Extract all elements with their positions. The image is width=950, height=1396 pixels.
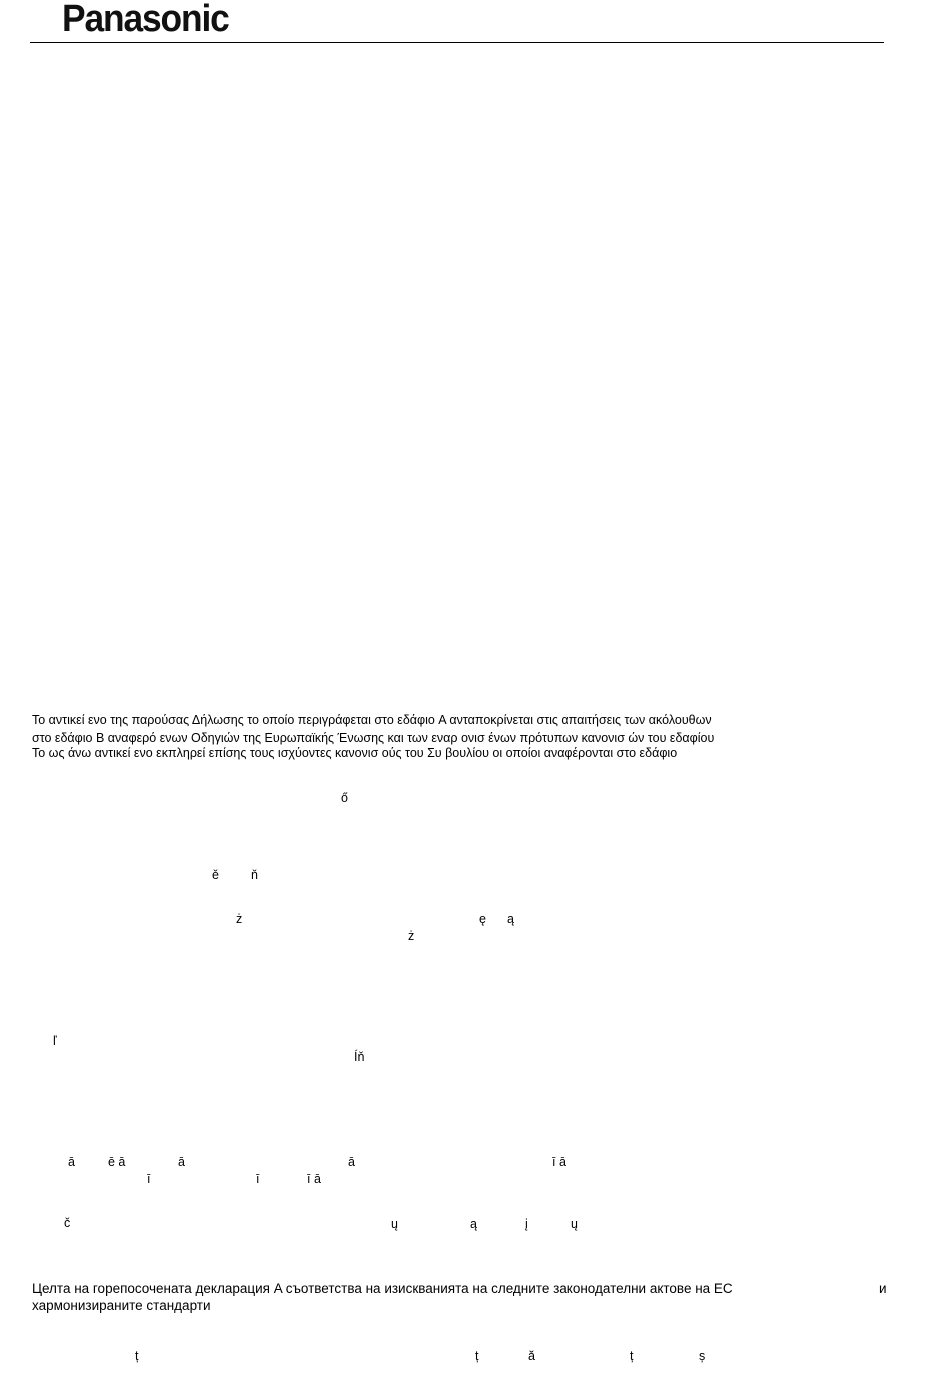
stray-glyph: č (64, 1216, 71, 1230)
stray-glyph: ș (699, 1349, 706, 1363)
header-divider (30, 42, 884, 43)
stray-glyph: ā (68, 1155, 75, 1169)
stray-glyph: ų (571, 1217, 578, 1231)
stray-glyph: ē ā (108, 1155, 126, 1169)
stray-glyph: ő (341, 791, 348, 805)
bulgarian-paragraph-line-2: хармонизираните стандарти (32, 1298, 211, 1313)
greek-paragraph-line-3: Το ως άνω αντικεί ενο εκπληρεί επίσης τους ισχύοντες κανονισ ούς του Συ βουλίου οι οποίοι αναφέρονται στο εδάφιο (32, 746, 678, 760)
stray-glyph: ľ (53, 1034, 57, 1048)
stray-glyph: ā (348, 1155, 355, 1169)
stray-glyph: ň (251, 868, 258, 882)
stray-glyph: ț (630, 1349, 634, 1363)
stray-glyph: ě (212, 868, 219, 882)
bulgarian-paragraph-line-1: Целта на горепосочената декларация A съответства на изискванията на следните законодателни актове на ЕС (32, 1281, 733, 1296)
stray-glyph: Íň (354, 1050, 365, 1064)
stray-glyph: ą (507, 912, 514, 926)
stray-glyph: ż (408, 929, 415, 943)
panasonic-logo: Panasonic (62, 0, 229, 40)
stray-glyph: ī ā (552, 1155, 566, 1169)
stray-glyph: ī ā (307, 1172, 321, 1186)
stray-glyph: į (525, 1217, 528, 1231)
stray-glyph: ī (147, 1172, 151, 1186)
stray-glyph: ą (470, 1217, 477, 1231)
stray-glyph: ę (479, 912, 486, 926)
stray-glyph: ī (256, 1172, 260, 1186)
greek-paragraph-line-2: στο εδάφιο B αναφερό ενων Οδηγιών της Ευρωπαϊκής Ένωσης και των εναρ ονισ ένων πρότυπων κανονισ ών του εδαφίου (32, 731, 715, 745)
stray-glyph: ż (236, 912, 243, 926)
stray-glyph: ă (528, 1349, 535, 1363)
greek-paragraph-line-1: Το αντικεί ενο της παρούσας Δήλωσης το οποίο περιγράφεται στο εδάφιο A ανταποκρίνεται στις απαιτήσεις των ακόλουθων (32, 713, 712, 727)
stray-glyph: ț (475, 1349, 479, 1363)
stray-glyph: ā (178, 1155, 185, 1169)
bulgarian-paragraph-line-1-end: и (879, 1281, 887, 1296)
stray-glyph: ų (391, 1217, 398, 1231)
stray-glyph: ț (135, 1349, 139, 1363)
